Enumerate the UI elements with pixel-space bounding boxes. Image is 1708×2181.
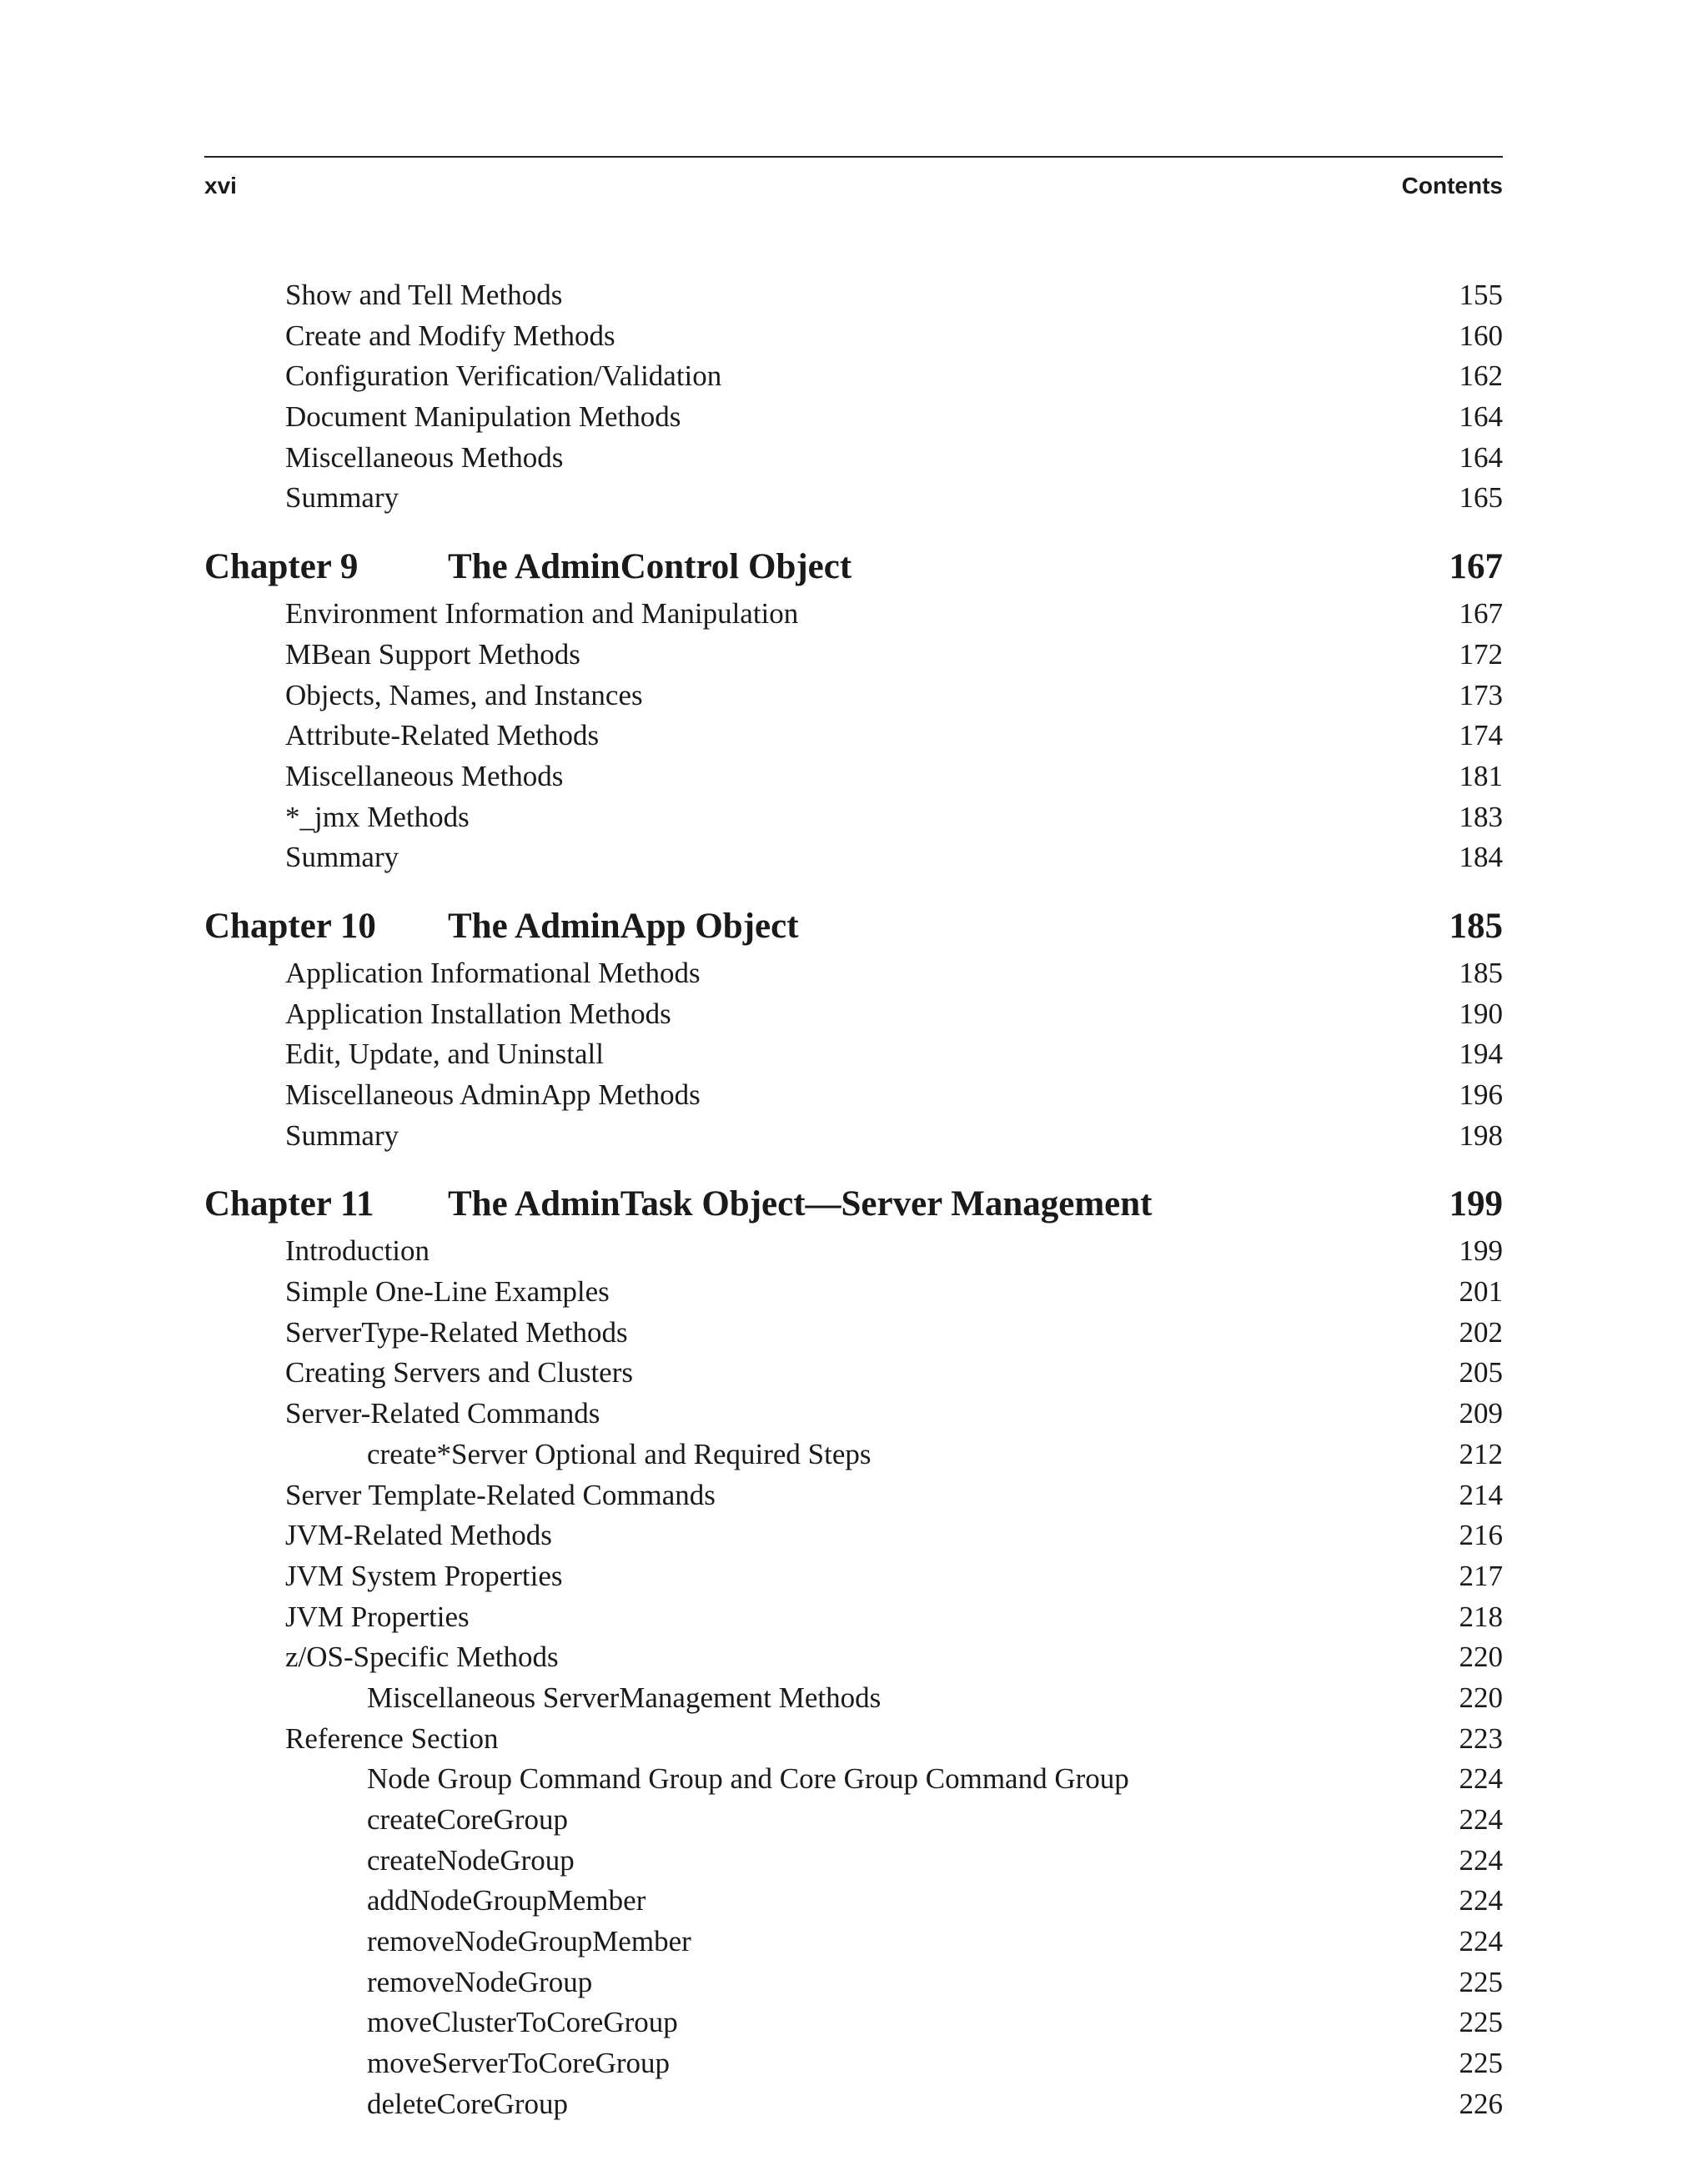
toc-entry[interactable]	[204, 1353, 1503, 1394]
toc-subentry[interactable]	[204, 1800, 1503, 1841]
toc-entry[interactable]	[204, 1637, 1503, 1678]
entry-page-number: 183	[1459, 800, 1503, 833]
entry-title: *_jmx Methods	[285, 800, 470, 833]
entry-page-number: 164	[1459, 400, 1503, 434]
chapter-heading[interactable]	[204, 900, 1503, 953]
chapter-title: The AdminControl Object	[448, 547, 852, 587]
entry-title: Application Installation Methods	[285, 997, 671, 1030]
toc-entry[interactable]	[204, 1034, 1503, 1075]
entry-title: z/OS-Specific Methods	[285, 1641, 559, 1674]
entry-title: Miscellaneous Methods	[285, 440, 564, 474]
toc-entry[interactable]	[204, 1394, 1503, 1435]
chapter-number: Chapter 11	[204, 1184, 374, 1224]
toc-subentry[interactable]	[204, 2084, 1503, 2125]
toc-entry[interactable]	[204, 316, 1503, 357]
entry-page-number: 173	[1459, 678, 1503, 711]
toc-entry[interactable]	[204, 397, 1503, 438]
entry-page-number: 181	[1459, 759, 1503, 792]
toc-subentry[interactable]	[204, 1881, 1503, 1922]
toc-entry[interactable]	[204, 1515, 1503, 1556]
entry-title: Simple One-Line Examples	[285, 1275, 610, 1309]
entry-page-number: 220	[1459, 1641, 1503, 1674]
entry-title: Configuration Verification/Validation	[285, 359, 722, 393]
entry-title: Introduction	[285, 1234, 430, 1268]
entry-page-number: 224	[1459, 1803, 1503, 1836]
entry-page-number: 212	[1459, 1437, 1503, 1470]
toc-entry[interactable]	[204, 1272, 1503, 1313]
toc-entry[interactable]	[204, 438, 1503, 479]
toc-entry[interactable]	[204, 994, 1503, 1035]
toc-entry[interactable]	[204, 356, 1503, 397]
entry-page-number: 225	[1459, 2047, 1503, 2080]
entry-page-number: 214	[1459, 1478, 1503, 1511]
toc-entry[interactable]	[204, 953, 1503, 994]
entry-title: Server Template-Related Commands	[285, 1478, 716, 1511]
entry-page-number: 209	[1459, 1397, 1503, 1430]
entry-page-number: 224	[1459, 1762, 1503, 1796]
entry-page-number: 216	[1459, 1519, 1503, 1552]
page-number-label: xvi	[204, 173, 237, 199]
entry-page-number: 160	[1459, 319, 1503, 352]
entry-title: createCoreGroup	[367, 1803, 568, 1836]
toc-entry[interactable]	[204, 1556, 1503, 1597]
entry-title: Miscellaneous Methods	[285, 759, 564, 792]
entry-page-number: 201	[1459, 1275, 1503, 1309]
toc-entry[interactable]	[204, 1475, 1503, 1516]
entry-page-number: 224	[1459, 1925, 1503, 1958]
toc-entry[interactable]	[204, 635, 1503, 676]
toc-entry[interactable]	[204, 756, 1503, 797]
entry-title: JVM-Related Methods	[285, 1519, 552, 1552]
entry-page-number: 202	[1459, 1315, 1503, 1349]
entry-title: Reference Section	[285, 1721, 499, 1755]
entry-page-number: 225	[1459, 1965, 1503, 1998]
entry-page-number: 185	[1459, 956, 1503, 989]
entry-title: deleteCoreGroup	[367, 2087, 569, 2120]
entry-page-number: 167	[1459, 597, 1503, 631]
toc-entry[interactable]	[204, 1597, 1503, 1638]
entry-page-number: 218	[1459, 1600, 1503, 1633]
entry-page-number: 196	[1459, 1078, 1503, 1111]
entry-page-number: 224	[1459, 1843, 1503, 1877]
chapter-page-number: 199	[1449, 1184, 1503, 1224]
entry-title: ServerType-Related Methods	[285, 1315, 628, 1349]
chapter-title: The AdminTask Object—Server Management	[448, 1184, 1153, 1224]
entry-title: Summary	[285, 1118, 399, 1152]
entry-title: moveClusterToCoreGroup	[367, 2006, 678, 2039]
entry-title: removeNodeGroupMember	[367, 1925, 691, 1958]
table-of-contents	[204, 275, 1503, 2125]
entry-title: Edit, Update, and Uninstall	[285, 1038, 605, 1071]
chapter-heading[interactable]	[204, 540, 1503, 594]
entry-title: create*Server Optional and Required Steps	[367, 1437, 872, 1470]
chapter-title: The AdminApp Object	[448, 906, 799, 946]
entry-page-number: 220	[1459, 1681, 1503, 1714]
entry-title: Creating Servers and Clusters	[285, 1356, 633, 1390]
entry-title: Node Group Command Group and Core Group Command Group	[367, 1762, 1129, 1796]
entry-title: JVM System Properties	[285, 1559, 563, 1592]
entry-title: Attribute-Related Methods	[285, 719, 600, 752]
entry-page-number: 205	[1459, 1356, 1503, 1390]
toc-entry[interactable]	[204, 478, 1503, 519]
entry-title: Miscellaneous ServerManagement Methods	[367, 1681, 882, 1714]
toc-entry[interactable]	[204, 716, 1503, 756]
entry-title: Create and Modify Methods	[285, 319, 615, 352]
entry-page-number: 224	[1459, 1884, 1503, 1917]
entry-title: moveServerToCoreGroup	[367, 2047, 671, 2080]
toc-subentry[interactable]	[204, 1678, 1503, 1719]
entry-page-number: 190	[1459, 997, 1503, 1030]
entry-title: Server-Related Commands	[285, 1397, 600, 1430]
entry-title: Miscellaneous AdminApp Methods	[285, 1078, 701, 1111]
entry-title: Summary	[285, 481, 399, 515]
chapter-heading[interactable]	[204, 1178, 1503, 1231]
entry-title: JVM Properties	[285, 1600, 470, 1633]
toc-entry[interactable]	[204, 275, 1503, 316]
entry-page-number: 194	[1459, 1038, 1503, 1071]
toc-subentry[interactable]	[204, 2003, 1503, 2043]
header-rule	[204, 156, 1503, 158]
chapter-number: Chapter 10	[204, 906, 376, 946]
entry-page-number: 217	[1459, 1559, 1503, 1592]
entry-page-number: 226	[1459, 2087, 1503, 2120]
entry-page-number: 225	[1459, 2006, 1503, 2039]
toc-subentry[interactable]	[204, 1922, 1503, 1962]
entry-page-number: 223	[1459, 1721, 1503, 1755]
chapter-page-number: 185	[1449, 906, 1503, 946]
entry-page-number: 198	[1459, 1118, 1503, 1152]
entry-title: MBean Support Methods	[285, 637, 580, 671]
entry-title: Environment Information and Manipulation	[285, 597, 799, 631]
toc-entry[interactable]	[204, 797, 1503, 838]
toc-entry[interactable]	[204, 676, 1503, 716]
chapter-page-number: 167	[1449, 547, 1503, 587]
chapter-block	[204, 540, 1503, 878]
entry-title: Objects, Names, and Instances	[285, 678, 643, 711]
entry-title: Application Informational Methods	[285, 956, 701, 989]
toc-entry[interactable]	[204, 1116, 1503, 1157]
chapter-number: Chapter 9	[204, 547, 359, 587]
toc-subentry[interactable]	[204, 1435, 1503, 1475]
entry-page-number: 184	[1459, 841, 1503, 874]
toc-page	[204, 0, 1503, 2181]
entry-title: removeNodeGroup	[367, 1965, 593, 1998]
toc-entry[interactable]	[204, 837, 1503, 878]
entry-title: Show and Tell Methods	[285, 279, 563, 311]
entry-title: Document Manipulation Methods	[285, 400, 681, 434]
entry-page-number: 155	[1459, 279, 1503, 311]
toc-entry[interactable]	[204, 1075, 1503, 1116]
entry-page-number: 165	[1459, 481, 1503, 515]
toc-subentry[interactable]	[204, 1962, 1503, 2003]
chapter-block	[204, 1178, 1503, 2124]
entry-title: addNodeGroupMember	[367, 1884, 646, 1917]
toc-subentry[interactable]	[204, 1841, 1503, 1882]
entry-page-number: 162	[1459, 359, 1503, 393]
entry-page-number: 174	[1459, 719, 1503, 752]
toc-subentry[interactable]	[204, 1759, 1503, 1800]
toc-entry[interactable]	[204, 1231, 1503, 1272]
entry-page-number: 172	[1459, 637, 1503, 671]
entry-page-number: 199	[1459, 1234, 1503, 1268]
entry-title: createNodeGroup	[367, 1843, 575, 1877]
toc-entry[interactable]	[204, 594, 1503, 635]
section-label: Contents	[1401, 173, 1503, 199]
toc-entry[interactable]	[204, 1313, 1503, 1354]
entry-title: Summary	[285, 841, 399, 874]
toc-subentry[interactable]	[204, 2043, 1503, 2084]
entry-page-number: 164	[1459, 440, 1503, 474]
toc-entry[interactable]	[204, 1719, 1503, 1760]
chapter-block	[204, 900, 1503, 1156]
